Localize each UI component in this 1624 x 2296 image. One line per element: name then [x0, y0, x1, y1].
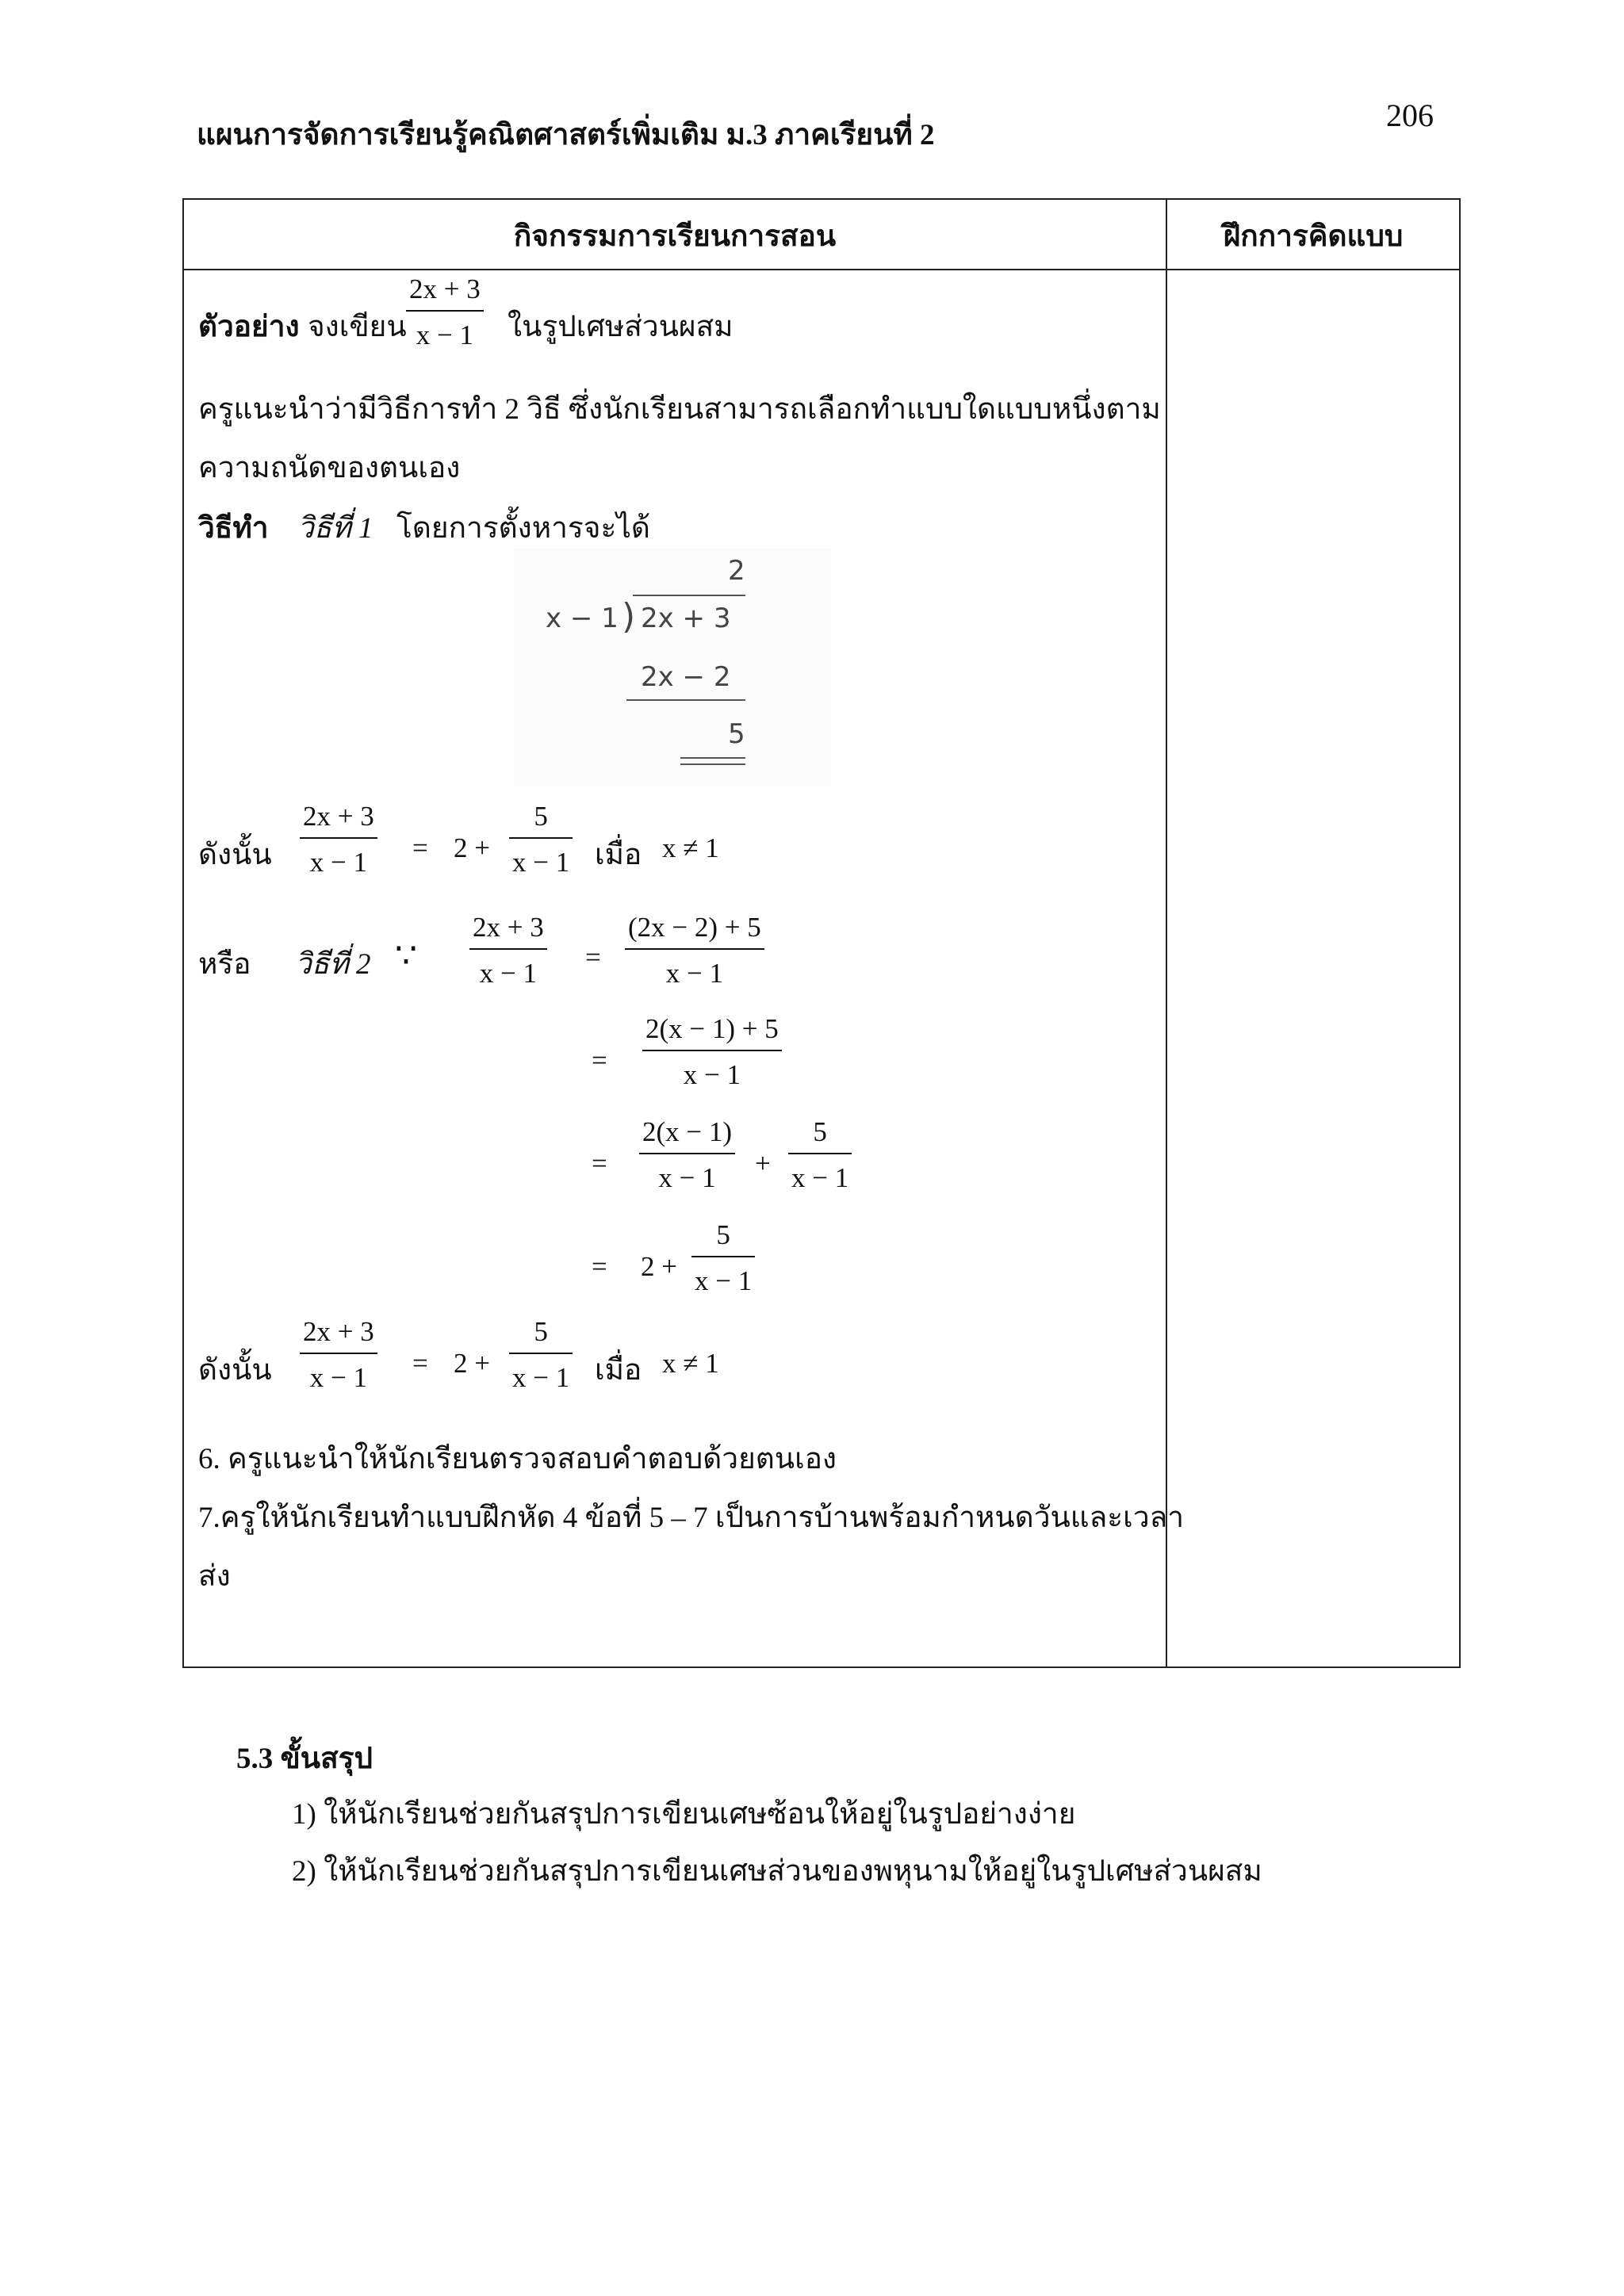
table-border-right — [1459, 198, 1461, 1668]
long-division-divisor: x − 1 — [546, 603, 619, 634]
fraction-numerator: 5 — [534, 1316, 548, 1347]
step3b-fraction — [788, 1116, 852, 1195]
result2-label: ดังนั้น — [198, 1354, 272, 1387]
condition: x ≠ 1 — [662, 1348, 719, 1379]
table-border-left — [182, 198, 184, 1668]
equals-sign: = — [412, 832, 428, 863]
method2-or: หรือ — [198, 948, 251, 981]
conclusion-item-2: 2) ให้นักเรียนช่วยกันสรุปการเขียนเศษส่วนของพหุนามให้อยู่ในรูปเศษส่วนผสม — [292, 1855, 1262, 1888]
page-number: 206 — [1386, 98, 1434, 133]
table-header-activities: กิจกรรมการเรียนการสอน — [513, 220, 837, 253]
fraction-denominator: x − 1 — [658, 1162, 716, 1194]
step3a-fraction — [639, 1116, 735, 1195]
condition: x ≠ 1 — [662, 832, 719, 863]
fraction-numerator: 2x + 3 — [473, 912, 544, 943]
method1-text: โดยการตั้งหารจะได้ — [396, 512, 650, 545]
fraction-denominator: x − 1 — [309, 1362, 367, 1394]
method1-name: วิธีที่ 1 — [297, 512, 373, 545]
fraction-denominator: x − 1 — [416, 320, 473, 351]
table-border-top — [182, 198, 1461, 200]
long-division-double-line-1 — [680, 757, 745, 759]
long-division-subtract: 2x − 2 — [641, 661, 731, 693]
step1-fraction — [625, 912, 764, 990]
item-6: 6. ครูแนะนำให้นักเรียนตรวจสอบคำตอบด้วยตนเอง — [198, 1443, 837, 1475]
long-division-bracket-icon: ) — [622, 596, 636, 637]
example-text-after: ในรูปเศษส่วนผสม — [508, 311, 733, 343]
fraction-numerator: 5 — [716, 1219, 730, 1250]
fraction-denominator: x − 1 — [512, 1362, 570, 1394]
result1-rhs-fraction — [509, 801, 573, 879]
equals-sign: = — [585, 942, 601, 973]
fraction-denominator: x − 1 — [683, 1059, 741, 1091]
equals-sign: = — [412, 1348, 428, 1379]
fraction-denominator: x − 1 — [479, 958, 537, 989]
result1-label: ดังนั้น — [198, 839, 272, 871]
step2-fraction — [642, 1013, 782, 1092]
fraction-denominator: x − 1 — [512, 847, 570, 878]
plus-sign: + — [755, 1148, 771, 1179]
table-header-divider — [182, 269, 1461, 270]
table-header-thinking: ฝึกการคิดแบบ — [1223, 220, 1404, 253]
fraction-denominator: x − 1 — [665, 958, 724, 989]
equals-sign: = — [592, 1045, 607, 1076]
method2-name: วิธีที่ 2 — [295, 948, 371, 981]
header-title: แผนการจัดการเรียนรู้คณิตศาสตร์เพิ่มเติม ม.3 ภาคเรียนที่ 2 — [197, 119, 935, 151]
fraction-numerator: 5 — [813, 1116, 827, 1147]
fraction-numerator: 2(x − 1) + 5 — [645, 1013, 779, 1044]
result1-lhs-fraction — [300, 801, 377, 879]
when-label: เมื่อ — [595, 839, 642, 871]
long-division-bar — [633, 595, 745, 596]
method2-lhs-fraction — [469, 912, 547, 990]
fraction-denominator: x − 1 — [791, 1162, 849, 1194]
because-icon: ∵ — [395, 936, 417, 975]
intro-line-1: ครูแนะนำว่ามีวิธีการทำ 2 วิธี ซึ่งนักเรียนสามารถเลือกทำแบบใดแบบหนึ่งตาม — [198, 393, 1161, 426]
two-plus: 2 + — [454, 832, 490, 863]
result2-lhs-fraction — [300, 1316, 377, 1395]
when-label: เมื่อ — [595, 1354, 642, 1387]
long-division-remainder: 5 — [728, 718, 745, 750]
item-7-line-2: ส่ง — [198, 1560, 231, 1593]
step4-fraction — [691, 1219, 755, 1298]
two-plus: 2 + — [454, 1348, 490, 1379]
conclusion-heading: 5.3 ขั้นสรุป — [236, 1743, 373, 1775]
fraction-denominator: x − 1 — [695, 1265, 753, 1297]
fraction-numerator: 2x + 3 — [409, 274, 481, 304]
fraction-numerator: 2x + 3 — [303, 801, 374, 832]
fraction-numerator: 2(x − 1) — [642, 1116, 733, 1147]
example-fraction — [406, 274, 484, 352]
table-column-divider — [1166, 198, 1167, 1668]
intro-line-2: ความถนัดของตนเอง — [198, 452, 461, 484]
long-division-double-line-2 — [680, 763, 745, 765]
example-text-before: จงเขียน — [308, 311, 407, 343]
fraction-numerator: 5 — [534, 801, 548, 832]
long-division-dividend: 2x + 3 — [641, 603, 731, 634]
equals-sign: = — [592, 1148, 607, 1179]
two-plus: 2 + — [641, 1251, 677, 1282]
equals-sign: = — [592, 1251, 607, 1282]
long-division-quotient: 2 — [728, 555, 745, 587]
item-7-line-1: 7.ครูให้นักเรียนทำแบบฝึกหัด 4 ข้อที่ 5 – 7 เป็นการบ้านพร้อมกำหนดวันและเวลา — [198, 1502, 1185, 1534]
fraction-denominator: x − 1 — [309, 847, 367, 878]
method1-label: วิธีทำ — [198, 512, 269, 545]
fraction-numerator: 2x + 3 — [303, 1316, 374, 1347]
table-border-bottom — [182, 1667, 1461, 1668]
conclusion-item-1: 1) ให้นักเรียนช่วยกันสรุปการเขียนเศษซ้อนให้อยู่ในรูปอย่างง่าย — [292, 1798, 1076, 1831]
fraction-numerator: (2x − 2) + 5 — [628, 912, 761, 943]
long-division-subtract-line — [626, 699, 745, 701]
result2-rhs-fraction — [509, 1316, 573, 1395]
example-label: ตัวอย่าง — [198, 311, 300, 343]
